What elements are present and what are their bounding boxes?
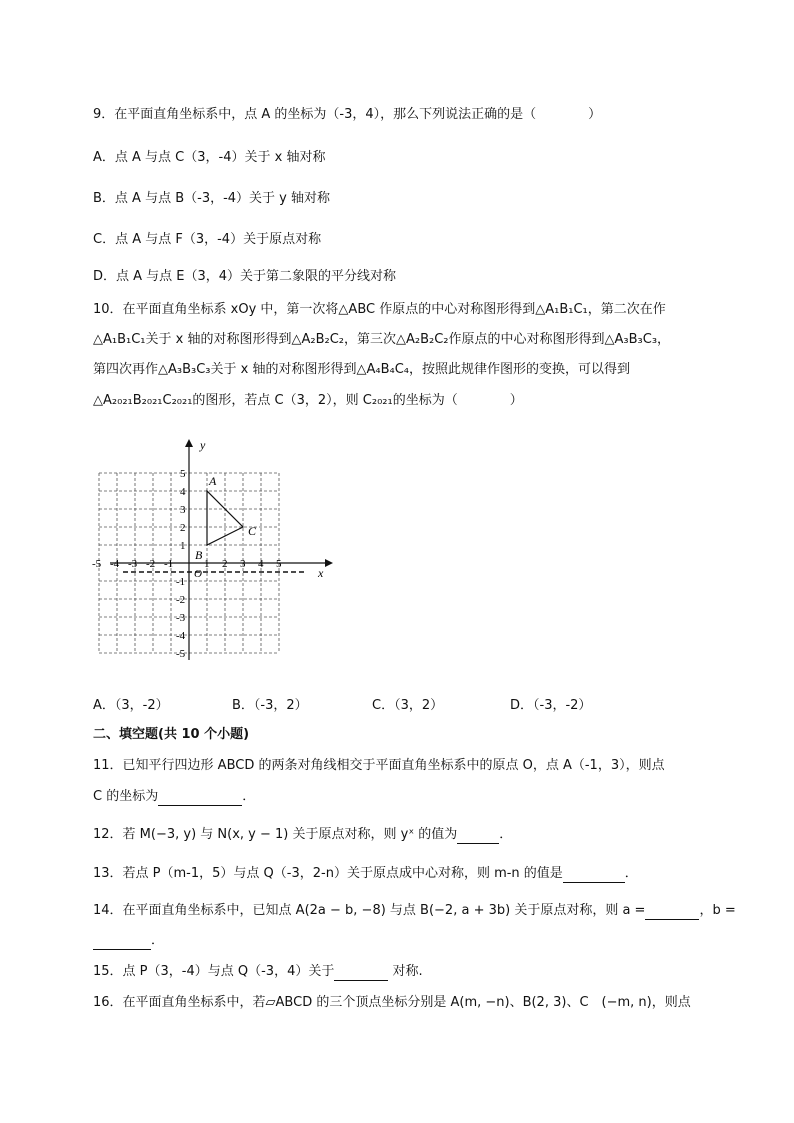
q9-option-c: C．点 A 与点 F（3，-4）关于原点对称	[93, 232, 322, 247]
q11-suffix: ．	[242, 789, 256, 804]
origin-label: O	[194, 568, 202, 580]
y-tick-label: -3	[176, 612, 186, 624]
y-tick-label: 3	[180, 504, 186, 516]
section-heading-fill-in: 二、填空题(共 10 个小题)	[93, 727, 250, 742]
x-tick-label: 3	[240, 558, 246, 570]
q11-answer-blank[interactable]	[158, 791, 242, 806]
q9-stem: 9．在平面直角坐标系中，点 A 的坐标为（-3，4），那么下列说法正确的是（ ）	[93, 107, 602, 122]
x-tick-label: 1	[204, 558, 210, 570]
x-tick-label: 2	[222, 558, 228, 570]
y-axis-label: y	[200, 438, 206, 452]
x-tick-label: -2	[146, 558, 156, 570]
q11-line-1: 11．已知平行四边形 ABCD 的两条对角线相交于平面直角坐标系中的原点 O，点 A（-1，3），则点	[93, 758, 665, 773]
q14-line-1	[93, 902, 736, 920]
q10-line-1: 10．在平面直角坐标系 xOy 中，第一次将△ABC 作原点的中心对称图形得到△A₁B₁C₁，第二次在作	[93, 302, 666, 317]
y-tick-label: 1	[180, 540, 186, 552]
y-tick-label: -1	[176, 576, 186, 588]
q13-line	[93, 865, 638, 883]
q10-line-2: △A₁B₁C₁关于 x 轴的对称图形得到△A₂B₂C₂，第三次△A₂B₂C₂作原点的中心对称图形得到△A₃B₃C₃，	[93, 332, 671, 347]
q14-answer-blank-a[interactable]	[645, 905, 699, 920]
x-tick-label: -3	[128, 558, 138, 570]
q13-prefix: 13．若点 P（m-1，5）与点 Q（-3，2-n）关于原点成中心对称，则 m-n 的值是	[93, 866, 563, 881]
q15-line	[93, 963, 423, 981]
q14-line-2	[93, 932, 164, 950]
q13-suffix: ．	[624, 866, 638, 881]
x-axis-label: x	[318, 566, 324, 580]
q10-option-b: B．（-3，2）	[232, 698, 308, 713]
x-tick-label: 5	[276, 558, 282, 570]
point-label-a: A	[209, 474, 217, 488]
y-tick-label: 4	[180, 486, 186, 498]
q9-option-b: B．点 A 与点 B（-3，-4）关于 y 轴对称	[93, 191, 331, 206]
q10-option-c: C．（3，2）	[372, 698, 444, 713]
q14-suffix: ．	[151, 933, 165, 948]
coordinate-graph	[92, 435, 340, 665]
q9-option-d: D．点 A 与点 E（3，4）关于第二象限的平分线对称	[93, 269, 397, 284]
q11-line-2	[93, 788, 255, 806]
x-tick-label: -1	[164, 558, 174, 570]
q11-prefix: C 的坐标为	[93, 789, 159, 804]
point-label-b: B	[195, 548, 203, 562]
y-tick-label: -4	[176, 630, 186, 642]
q10-option-d: D．（-3，-2）	[510, 698, 592, 713]
q12-suffix: ．	[499, 827, 513, 842]
q15-answer-blank[interactable]	[334, 966, 388, 981]
q13-answer-blank[interactable]	[563, 868, 625, 883]
y-tick-label: -2	[176, 594, 186, 606]
q12-prefix: 12．若 M(−3, y) 与 N(x, y − 1) 关于原点对称，则 yˣ 的值为	[93, 827, 458, 842]
q14-middle: ，b =	[699, 903, 736, 918]
x-tick-label: -4	[110, 558, 120, 570]
q16-line-1: 16．在平面直角坐标系中，若▱ABCD 的三个顶点坐标分别是 A(m, −n)、B(2, 3)、C (−m, n)，则点	[93, 995, 691, 1010]
q9-option-a: A．点 A 与点 C（3，-4）关于 x 轴对称	[93, 150, 326, 165]
q10-line-4: △A₂₀₂₁B₂₀₂₁C₂₀₂₁的图形，若点 C（3，2），则 C₂₀₂₁的坐标为（ ）	[93, 393, 523, 408]
q10-line-3: 第四次再作△A₃B₃C₃关于 x 轴的对称图形得到△A₄B₄C₄，按照此规律作图形的变换，可以得到	[93, 362, 630, 377]
x-axis-arrow	[325, 559, 333, 567]
y-axis-arrow	[185, 439, 193, 447]
q14-prefix: 14．在平面直角坐标系中，已知点 A(2a − b, −8) 与点 B(−2, a + 3b) 关于原点对称，则 a =	[93, 903, 646, 918]
y-tick-label: 2	[180, 522, 186, 534]
y-tick-label: 5	[180, 468, 186, 480]
q14-answer-blank-b[interactable]	[93, 935, 151, 950]
x-tick-label: 4	[258, 558, 264, 570]
x-tick-label: -5	[92, 558, 102, 570]
q15-suffix: 对称.	[388, 964, 423, 979]
q10-option-a: A．（3，-2）	[93, 698, 169, 713]
point-label-c: C	[248, 524, 257, 538]
q12-answer-blank[interactable]	[457, 829, 499, 844]
q12-line	[93, 826, 512, 844]
y-tick-label: -5	[176, 648, 186, 660]
q15-prefix: 15．点 P（3，-4）与点 Q（-3，4）关于	[93, 964, 335, 979]
